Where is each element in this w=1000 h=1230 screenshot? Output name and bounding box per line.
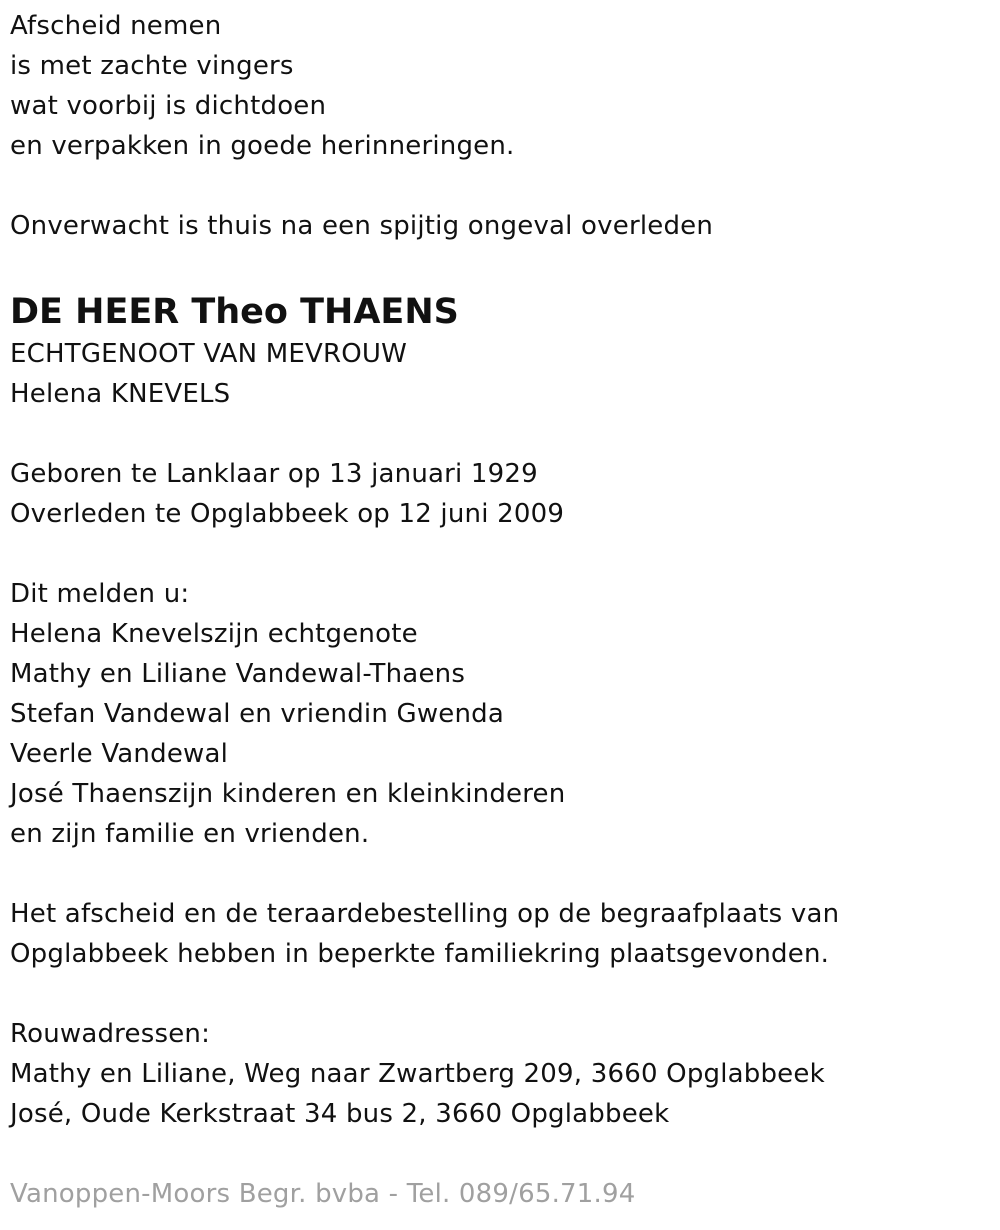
poem-line: en verpakken in goede herinneringen. <box>10 131 515 161</box>
dates-block <box>10 454 990 534</box>
announcement: Onverwacht is thuis na een spijtig ongeval overleden <box>10 211 714 241</box>
ceremony-block <box>10 894 990 974</box>
poem-line: Afscheid nemen <box>10 11 222 41</box>
spacer <box>10 974 990 1014</box>
family-member: Stefan Vandewal en vriendin Gwenda <box>10 699 504 729</box>
poem-line: wat voorbij is dichtdoen <box>10 91 327 121</box>
family-member: José Thaenszijn kinderen en kleinkinderen <box>10 779 566 809</box>
spacer <box>10 414 990 454</box>
poem <box>10 6 990 166</box>
family-member: en zijn familie en vrienden. <box>10 819 370 849</box>
deceased-block <box>10 284 990 414</box>
poem-line: is met zachte vingers <box>10 51 294 81</box>
addresses-heading: Rouwadressen: <box>10 1019 211 1049</box>
ceremony-line: Opglabbeek hebben in beperkte familiekring plaatsgevonden. <box>10 939 830 969</box>
spacer <box>10 854 990 894</box>
addresses-block <box>10 1014 990 1134</box>
address-line: José, Oude Kerkstraat 34 bus 2, 3660 Opglabbeek <box>10 1099 670 1129</box>
family-intro: Dit melden u: <box>10 579 190 609</box>
spacer <box>10 1134 990 1174</box>
obituary-notice <box>10 6 990 1214</box>
birth-line: Geboren te Lanklaar op 13 januari 1929 <box>10 459 538 489</box>
family-block <box>10 574 990 854</box>
deceased-name: DE HEER Theo THAENS <box>10 292 459 332</box>
ceremony-line: Het afscheid en de teraardebestelling op de begraafplaats van <box>10 899 840 929</box>
death-line: Overleden te Opglabbeek op 12 juni 2009 <box>10 499 565 529</box>
spouse-title: ECHTGENOOT VAN MEVROUW <box>10 339 408 369</box>
undertaker-footer: Vanoppen-Moors Begr. bvba - Tel. 089/65.71.94 <box>10 1179 636 1209</box>
family-member: Mathy en Liliane Vandewal-Thaens <box>10 659 466 689</box>
family-member: Helena Knevelszijn echtgenote <box>10 619 418 649</box>
spacer <box>10 166 990 206</box>
spacer <box>10 246 990 286</box>
address-line: Mathy en Liliane, Weg naar Zwartberg 209, 3660 Opglabbeek <box>10 1059 825 1089</box>
family-member: Veerle Vandewal <box>10 739 229 769</box>
spacer <box>10 534 990 574</box>
spouse-name: Helena KNEVELS <box>10 379 231 409</box>
